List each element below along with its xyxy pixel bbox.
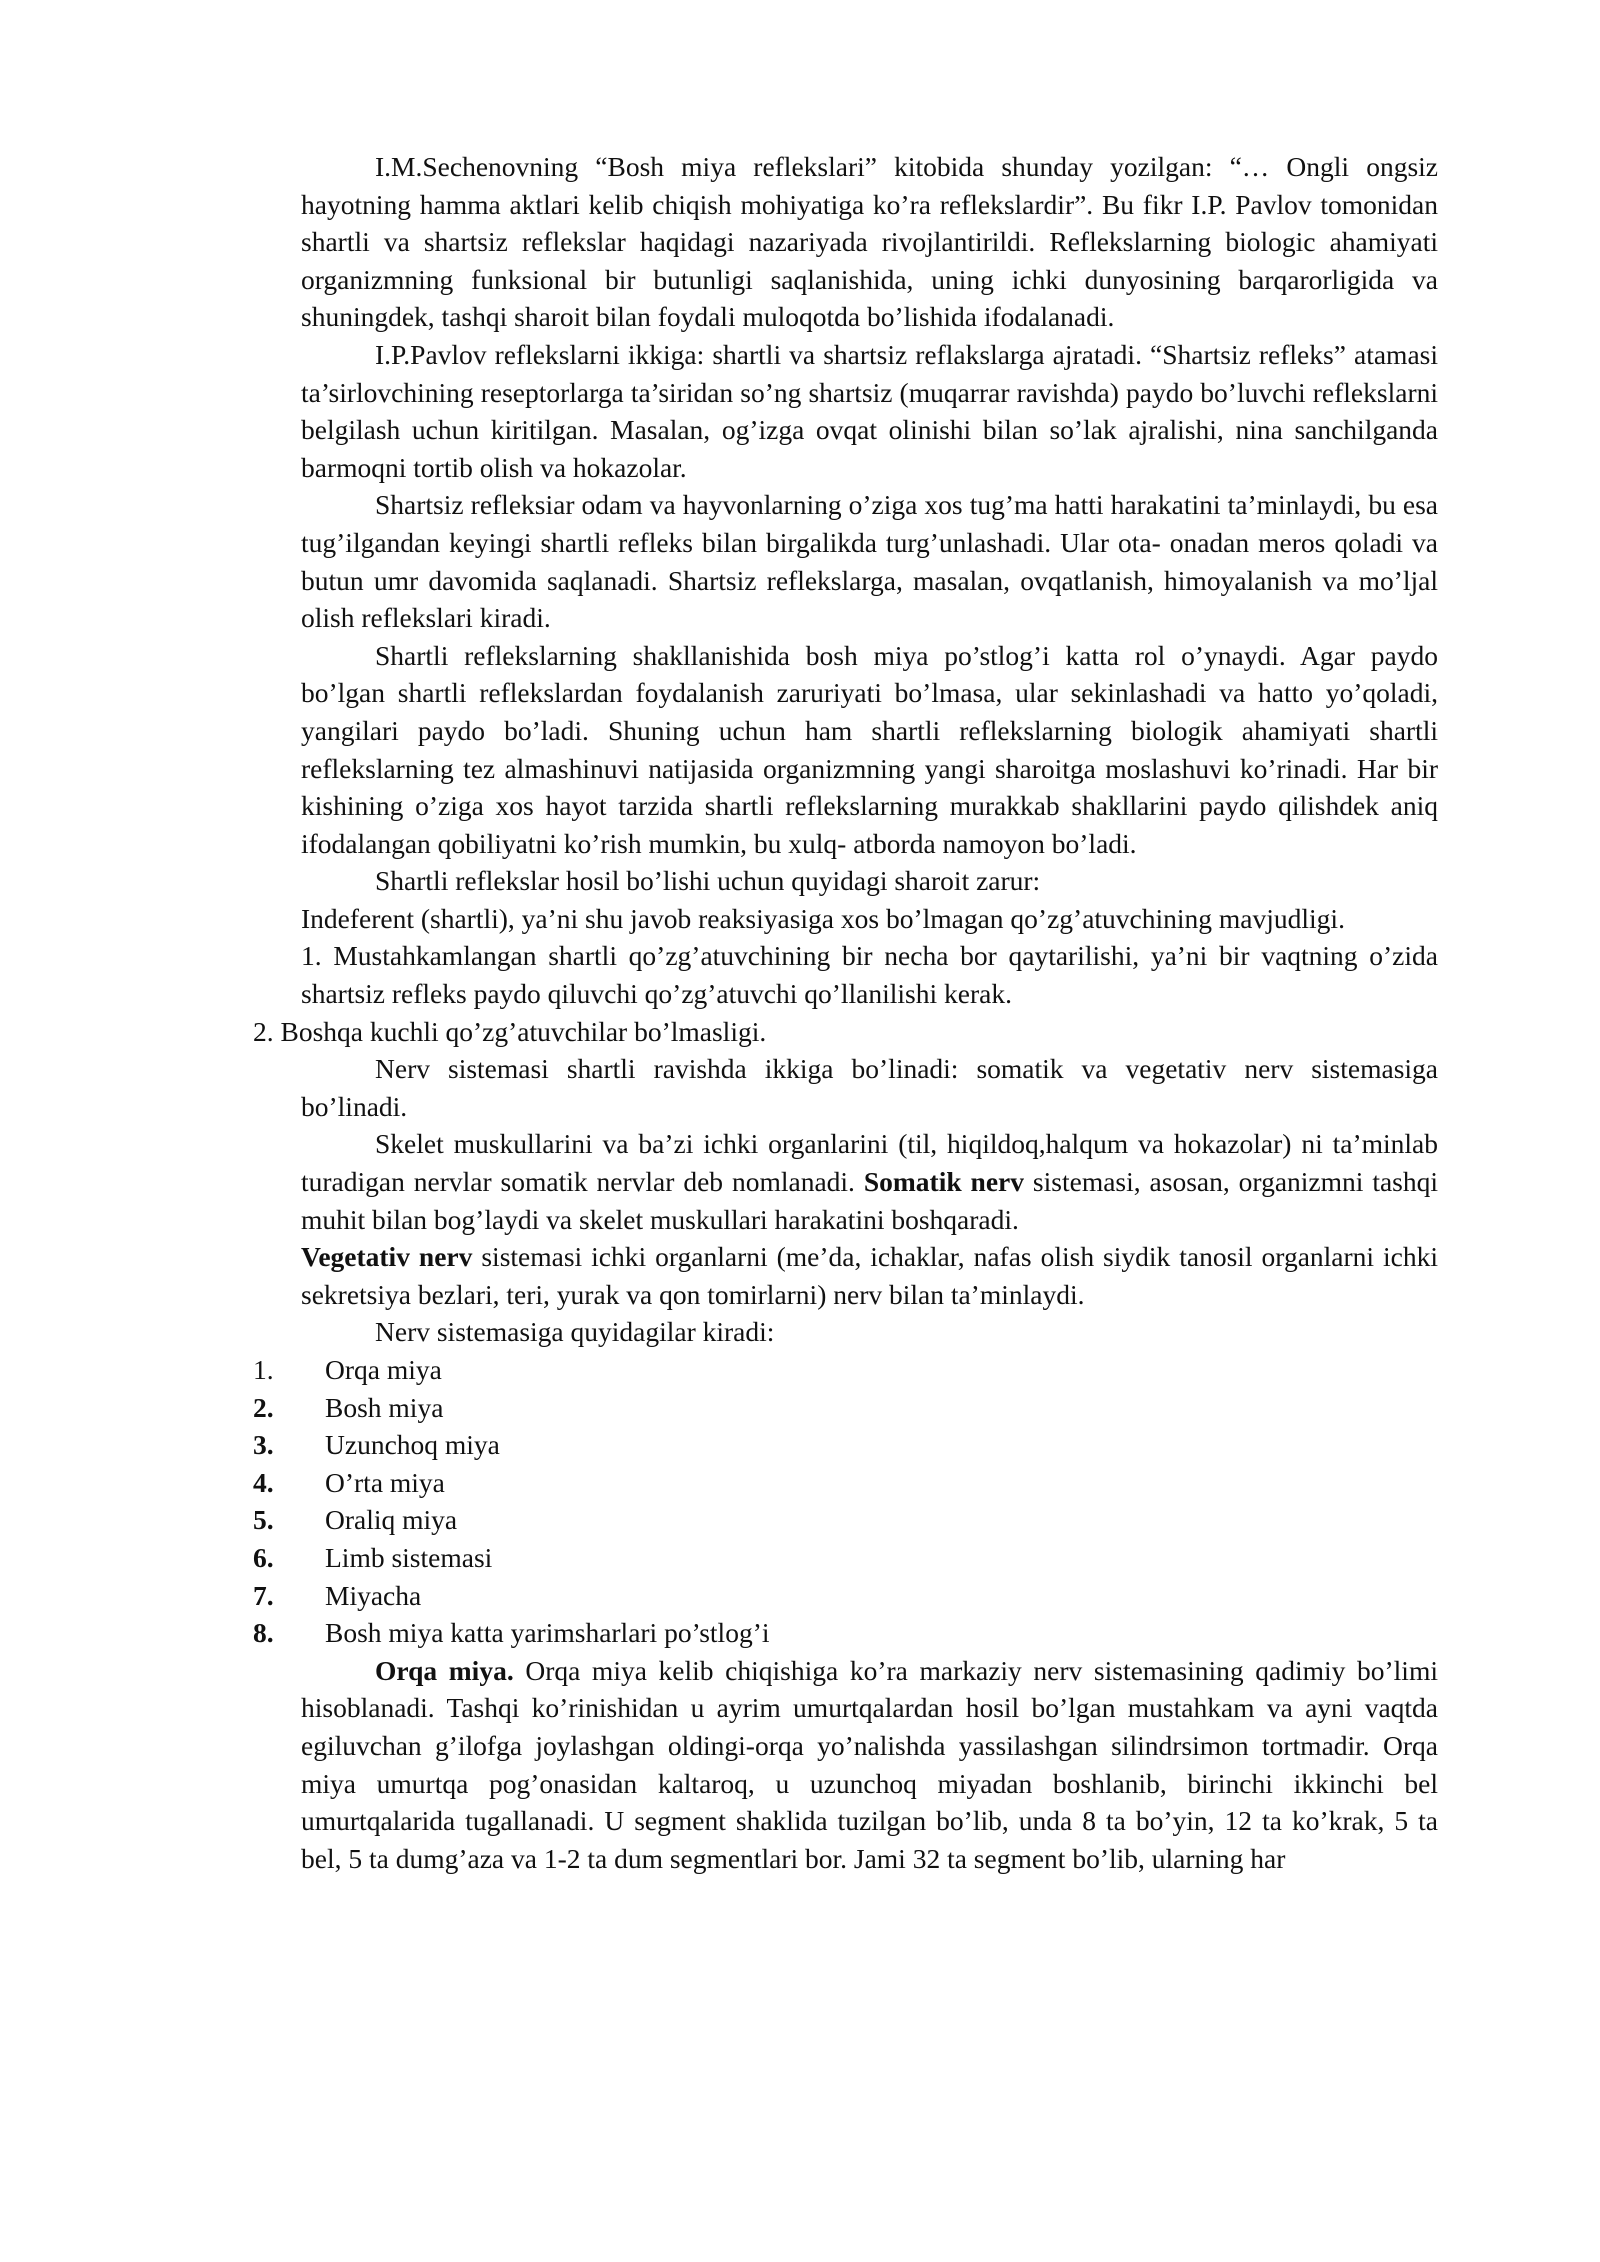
list-label: Bosh miya katta yarimsharlari po’stlog’i bbox=[325, 1617, 770, 1649]
list-label: O’rta miya bbox=[325, 1466, 445, 1498]
vegetativ-term: Vegetativ nerv bbox=[301, 1241, 473, 1273]
list-number: 3. bbox=[253, 1429, 274, 1461]
list-label: Orqa miya bbox=[325, 1354, 442, 1385]
list-item bbox=[253, 1351, 1438, 1389]
somatik-text-a: Skelet muskullarini va ba’zi ichki organlarini (til, hiqildoq,halqum va hokazolar) ni ta’minlab turadigan nervlar somatik nervlar deb nomlanadi. bbox=[301, 1128, 1438, 1198]
list-number: 4. bbox=[253, 1466, 274, 1498]
list-number: 7. bbox=[253, 1579, 274, 1611]
list-number: 6. bbox=[253, 1541, 274, 1573]
list-item bbox=[253, 1464, 1438, 1502]
list-label: Limb sistemasi bbox=[325, 1541, 493, 1573]
list-label: Bosh miya bbox=[325, 1391, 444, 1423]
paragraph-somatik bbox=[301, 1125, 1438, 1238]
list-item bbox=[253, 1501, 1438, 1539]
orqa-miya-term: Orqa miya. bbox=[375, 1654, 514, 1686]
list-number: 5. bbox=[253, 1504, 274, 1536]
list-item bbox=[253, 1577, 1438, 1615]
paragraph-condition-indeferent: Indeferent (shartli), ya’ni shu javob reaksiyasiga xos bo’lmagan qo’zg’atuvchining mavjudligi. bbox=[301, 902, 1345, 934]
paragraph-orqa-miya bbox=[301, 1652, 1438, 1878]
paragraph-pavlov: I.P.Pavlov reflekslarni ikkiga: shartli va shartsiz reflakslarga ajratadi. “Shartsiz refleks” atamasi ta’sirlovchining reseptorlarga ta’siridan so’ng shartsiz (muqarrar ravishda) paydo bo’luvchi reflekslarni belgilash uchun kiritilgan. Masalan, og’izga ovqat olinishi bilan so’lak ajralishi, nina sanchilganda barmoqni tortib olish va hokazolar. bbox=[301, 338, 1438, 483]
paragraph-condition-1: 1. Mustahkamlangan shartli qo’zg’atuvchining bir necha bor qaytarilishi, ya’ni bir vaqtning o’zida shartsiz refleks paydo qiluvchi qo’zg’atuvchi qo’llanilishi kerak. bbox=[301, 940, 1438, 1010]
list-label: Miyacha bbox=[325, 1579, 422, 1611]
somatik-term: Somatik nerv bbox=[863, 1166, 1025, 1198]
paragraph-condition-2: 2. Boshqa kuchli qo’zg’atuvchilar bo’lmasligi. bbox=[253, 1015, 767, 1047]
list-number: 2. bbox=[253, 1391, 274, 1423]
list-item bbox=[253, 1539, 1438, 1577]
document-body bbox=[253, 148, 1439, 1877]
list-item bbox=[253, 1614, 1438, 1652]
list-item bbox=[253, 1389, 1438, 1427]
vegetativ-text: sistemasi ichki organlarni (me’da, ichaklar, nafas olish siydik tanosil organlarni ichki sekretsiya bezlari, teri, yurak va qon tomirlarni) nerv bilan ta’minlaydi. bbox=[301, 1241, 1438, 1310]
paragraph-sechenov: I.M.Sechenovning “Bosh miya reflekslari” kitobida shunday yozilgan: “… Ongli ongsiz hayotning hamma aktlari kelib chiqish mohiyatiga ko’ra reflekslardir”. Bu fikr I.P. Pavlov tomonidan shartli va shartsiz reflekslar haqidagi nazariyada rivojlantirildi. Reflekslarning biologic ahamiyati organizmning funksional bir butunligi saqlanishida, uning ichki dunyosining barqarorligida va shuningdek, tashqi sharoit bilan foydali muloqotda bo’lishida ifodalanadi. bbox=[301, 151, 1438, 333]
list-item bbox=[253, 1426, 1438, 1464]
list-label: Oraliq miya bbox=[325, 1504, 458, 1536]
paragraph-shartsiz: Shartsiz refleksiar odam va hayvonlarning o’ziga xos tug’ma hatti harakatini ta’minlaydi, bu esa tug’ilgandan keyingi shartli refleks bilan birgalikda turg’unlashadi. Ular ota- onadan meros qoladi va butun umr davomida saqlanadi. Shartsiz reflekslarga, masalan, ovqatlanish, himoyalanish va mo’ljal olish reflekslari kiradi. bbox=[301, 489, 1438, 634]
paragraph-nerv-division: Nerv sistemasi shartli ravishda ikkiga bo’linadi: somatik va vegetativ nerv sistemasiga bo’linadi. bbox=[301, 1053, 1438, 1122]
list-number: 8. bbox=[253, 1617, 274, 1649]
orqa-miya-text: Orqa miya kelib chiqishiga ko’ra markaziy nerv sistemasining qadimiy bo’limi hisoblanadi. Tashqi ko’rinishidan u ayrim umurtqalardan hosil bo’lgan mustahkam va ayni vaqtda egiluvchan g’ilofga joylashgan oldingi-orqa yo’nalishda yassilashgan silindrsimon tortmadir. Orqa miya umurtqa pog’onasidan kaltaroq, u uzunchoq miyadan boshlanib, birinchi ikkinchi bel umurtqalarida tugallanadi. U segment shaklida tuzilgan bo’lib, unda 8 ta bo’yin, 12 ta ko’krak, 5 ta bel, 5 ta dumg’aza va 1-2 ta dum segmentlari bor. Jami 32 ta segment bo’lib, ularning har bbox=[301, 1654, 1438, 1874]
somatik-text-b: sistemasi, asosan, organizmni tashqi muhit bilan bog’laydi va skelet muskullari harakatini boshqaradi. bbox=[301, 1166, 1439, 1235]
paragraph-nerv-list-intro: Nerv sistemasiga quyidagilar kiradi: bbox=[375, 1316, 775, 1348]
paragraph-conditions-intro: Shartli reflekslar hosil bo’lishi uchun quyidagi sharoit zarur: bbox=[375, 865, 1041, 897]
nerv-system-list bbox=[253, 1351, 1438, 1652]
paragraph-vegetativ bbox=[301, 1238, 1438, 1313]
list-label: Uzunchoq miya bbox=[325, 1429, 500, 1461]
paragraph-shartli: Shartli reflekslarning shakllanishida bosh miya po’stlog’i katta rol o’ynaydi. Agar paydo bo’lgan shartli reflekslardan foydalanish zaruriyati bo’lmasa, ular sekinlashadi va hatto yo’qoladi, yangilari paydo bo’ladi. Shuning uchun ham shartli reflekslarning biologik ahamiyati shartli reflekslarning tez almashinuvi natijasida organizmning yangi sharoitga moslashuvi ko’rinadi. Har bir kishining o’ziga xos hayot tarzida shartli reflekslarning murakkab shakllarini paydo qilishdek aniq ifodalangan qobiliyatni ko’rish mumkin, bu xulq- atborda namoyon bo’ladi. bbox=[301, 639, 1438, 859]
list-number: 1. bbox=[253, 1354, 274, 1385]
